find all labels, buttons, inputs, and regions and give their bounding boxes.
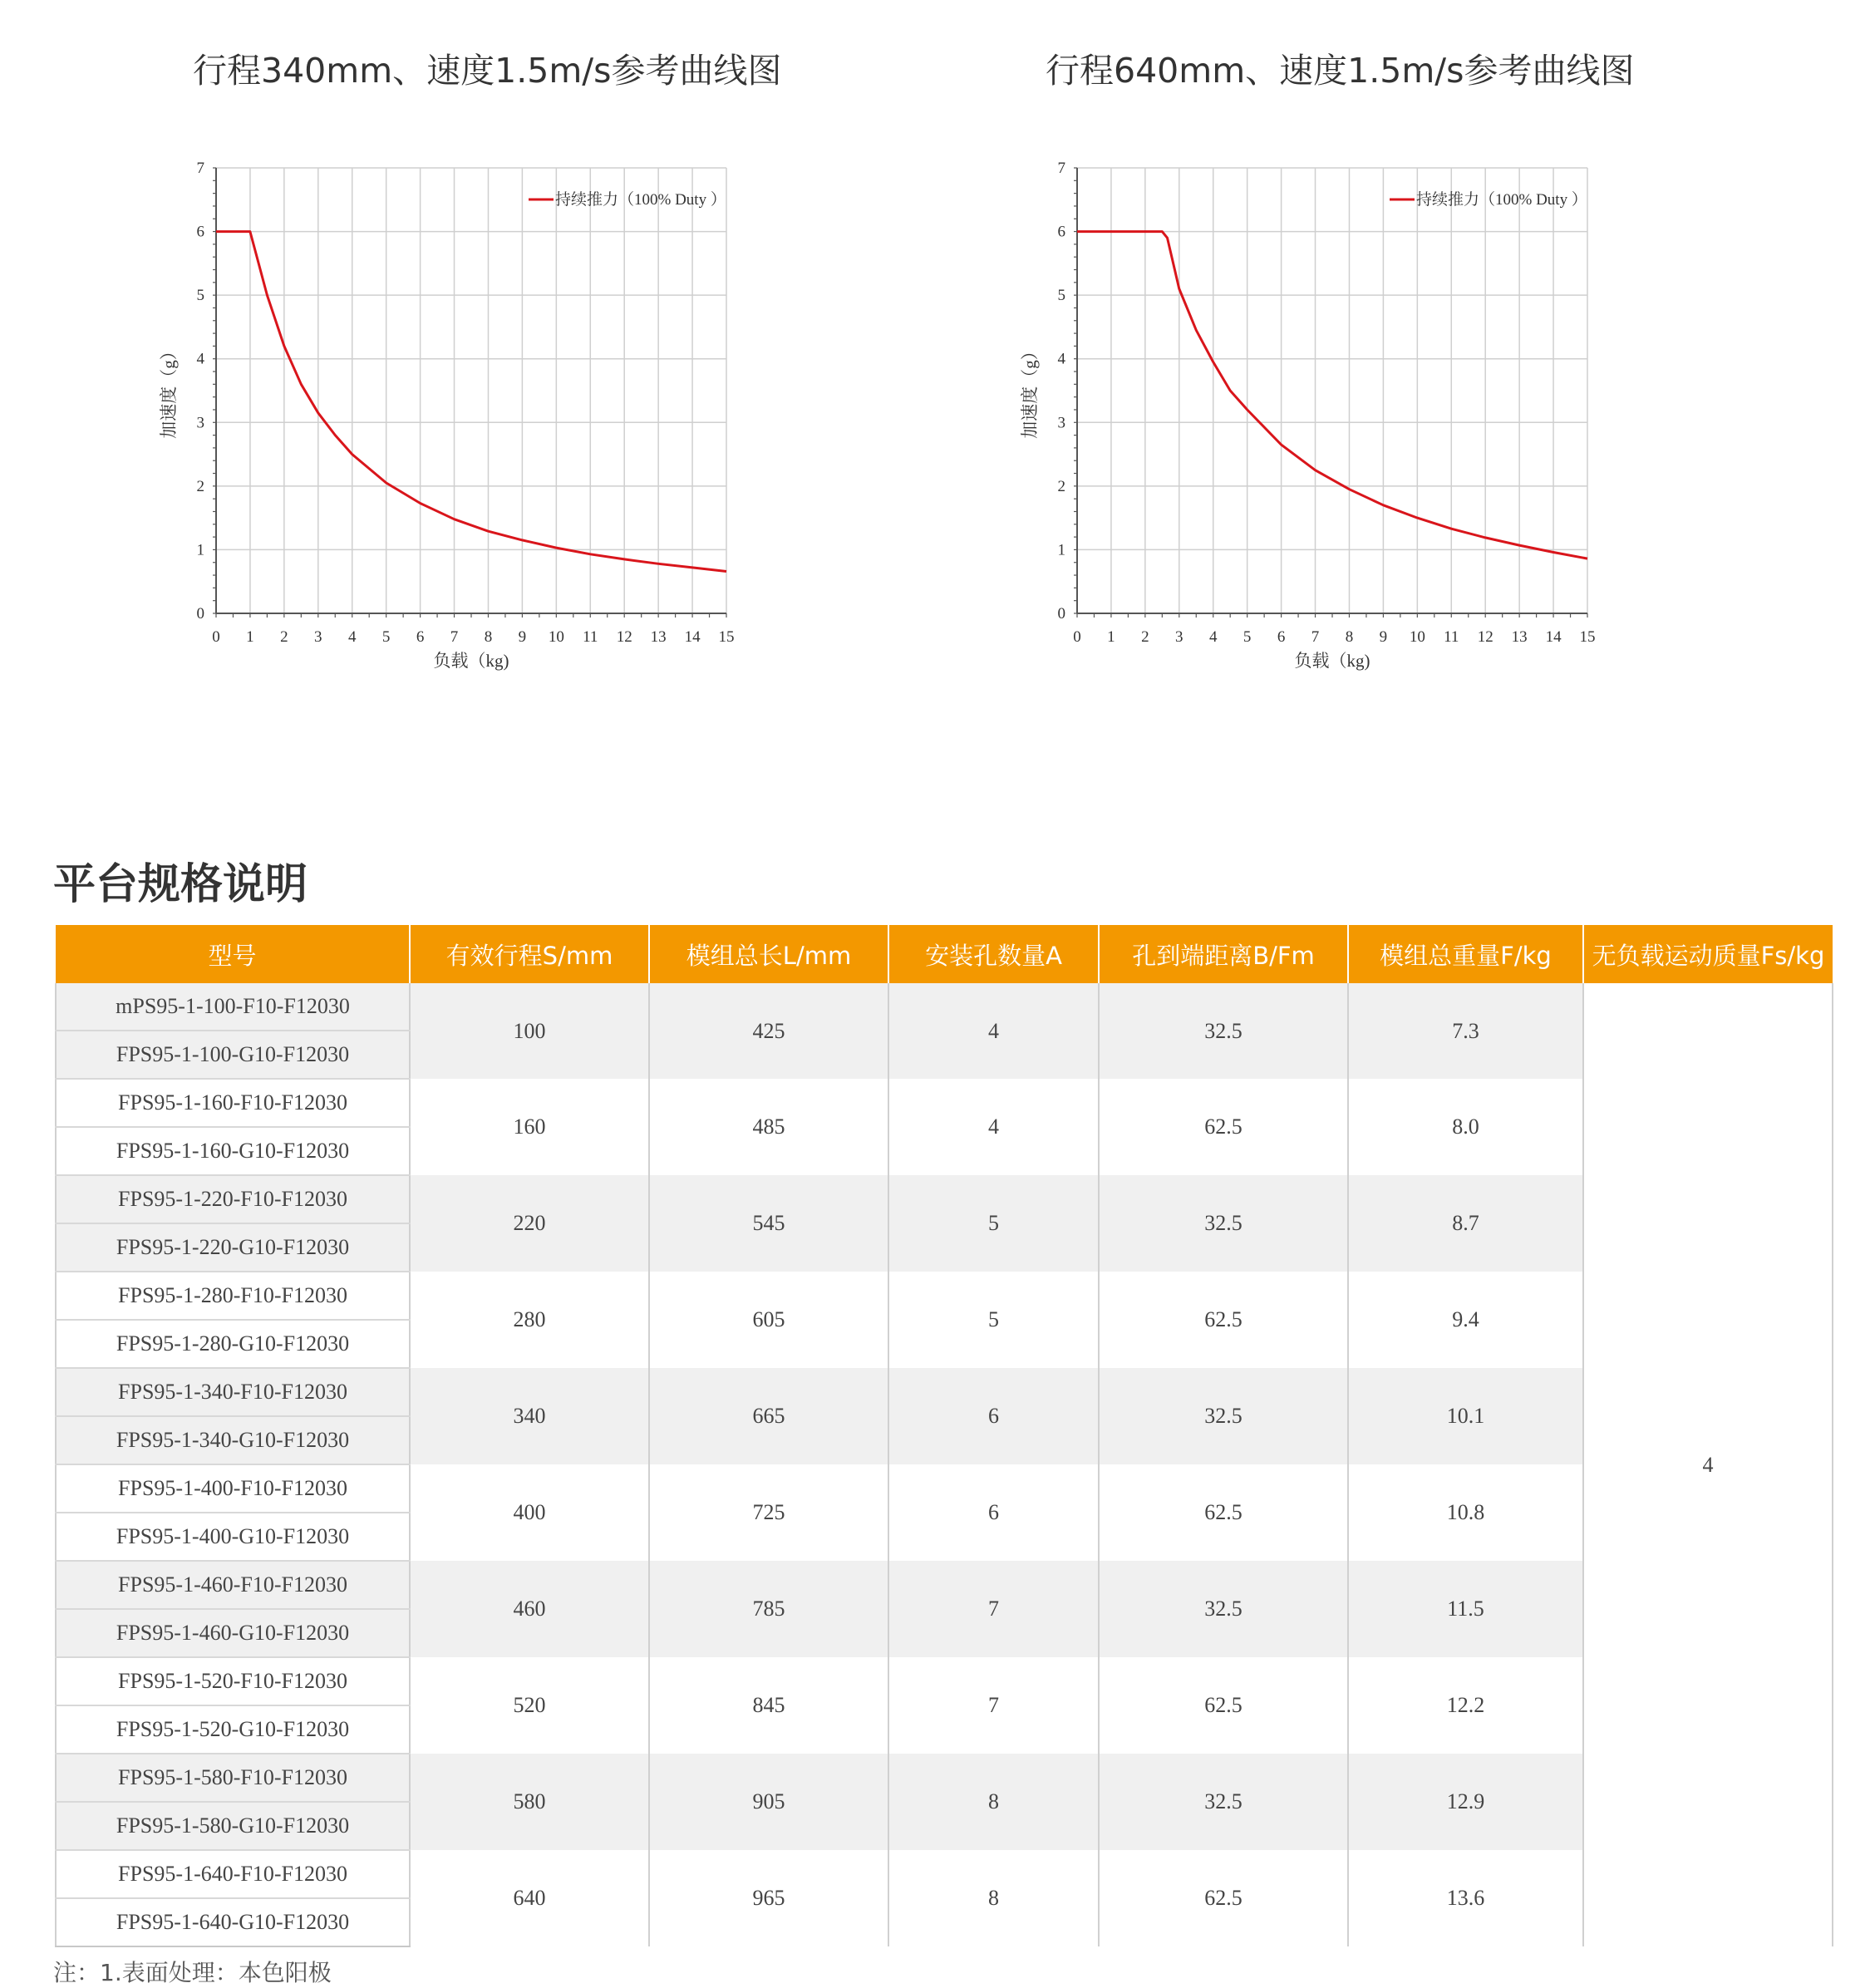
table-row xyxy=(56,1561,1833,1609)
y-tick-label: 5 xyxy=(1057,287,1065,305)
model-cell: mPS95-1-100-F10-F12030 xyxy=(56,983,410,1031)
distance-cell: 32.5 xyxy=(1099,1561,1348,1657)
model-cell: FPS95-1-340-F10-F12030 xyxy=(56,1368,410,1416)
x-tick-label: 10 xyxy=(548,628,564,646)
stroke-cell: 580 xyxy=(410,1754,649,1850)
length-cell: 425 xyxy=(649,983,888,1079)
x-tick-label: 5 xyxy=(1243,628,1252,646)
model-cell: FPS95-1-100-G10-F12030 xyxy=(56,1031,410,1079)
table-row xyxy=(56,1464,1833,1513)
table-header-row xyxy=(56,925,1833,983)
x-tick-label: 7 xyxy=(1311,628,1320,646)
distance-cell: 32.5 xyxy=(1099,1175,1348,1272)
model-cell: FPS95-1-640-F10-F12030 xyxy=(56,1850,410,1898)
x-tick-label: 0 xyxy=(212,628,220,646)
model-cell: FPS95-1-340-G10-F12030 xyxy=(56,1416,410,1464)
header-length: 模组总长L/mm xyxy=(649,925,888,983)
stroke-cell: 520 xyxy=(410,1657,649,1754)
model-cell: FPS95-1-220-G10-F12030 xyxy=(56,1223,410,1272)
header-fs: 无负载运动质量Fs/kg xyxy=(1583,925,1833,983)
y-tick-label: 1 xyxy=(1057,541,1065,559)
holes-cell: 7 xyxy=(888,1561,1099,1657)
y-axis-label: 加速度（g） xyxy=(159,342,179,439)
holes-cell: 5 xyxy=(888,1272,1099,1368)
length-cell: 545 xyxy=(649,1175,888,1272)
weight-cell: 8.0 xyxy=(1348,1079,1583,1175)
y-tick-label: 4 xyxy=(1057,350,1065,368)
distance-cell: 62.5 xyxy=(1099,1464,1348,1561)
y-tick-label: 0 xyxy=(1057,605,1065,622)
stroke-cell: 280 xyxy=(410,1272,649,1368)
table-body xyxy=(56,983,1833,1946)
stroke-cell: 640 xyxy=(410,1850,649,1946)
x-tick-label: 2 xyxy=(280,628,288,646)
length-cell: 665 xyxy=(649,1368,888,1464)
x-tick-label: 11 xyxy=(1444,628,1459,646)
distance-cell: 32.5 xyxy=(1099,1754,1348,1850)
x-tick-label: 7 xyxy=(450,628,459,646)
holes-cell: 6 xyxy=(888,1368,1099,1464)
x-tick-label: 12 xyxy=(1477,628,1493,646)
x-tick-label: 14 xyxy=(684,628,701,646)
stroke-cell: 340 xyxy=(410,1368,649,1464)
x-axis-label: 负载（kg) xyxy=(433,651,509,671)
stroke-cell: 160 xyxy=(410,1079,649,1175)
x-tick-label: 13 xyxy=(650,628,667,646)
series-line xyxy=(1077,232,1587,559)
header-weight: 模组总重量F/kg xyxy=(1348,925,1583,983)
table-row xyxy=(56,1272,1833,1320)
model-cell: FPS95-1-220-F10-F12030 xyxy=(56,1175,410,1223)
length-cell: 965 xyxy=(649,1850,888,1946)
length-cell: 605 xyxy=(649,1272,888,1368)
y-tick-label: 6 xyxy=(1057,223,1065,241)
weight-cell: 10.8 xyxy=(1348,1464,1583,1561)
x-tick-label: 9 xyxy=(518,628,527,646)
holes-cell: 4 xyxy=(888,983,1099,1079)
distance-cell: 62.5 xyxy=(1099,1272,1348,1368)
model-cell: FPS95-1-640-G10-F12030 xyxy=(56,1898,410,1946)
x-tick-label: 1 xyxy=(246,628,254,646)
model-cell: FPS95-1-280-F10-F12030 xyxy=(56,1272,410,1320)
table-row xyxy=(56,1754,1833,1802)
x-tick-label: 15 xyxy=(718,628,735,646)
holes-cell: 5 xyxy=(888,1175,1099,1272)
model-cell: FPS95-1-460-F10-F12030 xyxy=(56,1561,410,1609)
chart-2-title: 行程640mm、速度1.5m/s参考曲线图 xyxy=(1046,51,1635,91)
legend-label: 持续推力（100% Duty ） xyxy=(555,191,726,209)
x-tick-label: 4 xyxy=(1208,628,1218,646)
stroke-cell: 220 xyxy=(410,1175,649,1272)
weight-cell: 12.2 xyxy=(1348,1657,1583,1754)
table-row xyxy=(56,1850,1833,1898)
table-row xyxy=(56,1657,1833,1705)
x-tick-label: 15 xyxy=(1579,628,1596,646)
holes-cell: 8 xyxy=(888,1850,1099,1946)
x-tick-label: 6 xyxy=(416,628,425,646)
weight-cell: 8.7 xyxy=(1348,1175,1583,1272)
x-tick-label: 2 xyxy=(1141,628,1149,646)
model-cell: FPS95-1-520-F10-F12030 xyxy=(56,1657,410,1705)
model-cell: FPS95-1-580-F10-F12030 xyxy=(56,1754,410,1802)
length-cell: 485 xyxy=(649,1079,888,1175)
header-model: 型号 xyxy=(56,925,410,983)
holes-cell: 7 xyxy=(888,1657,1099,1754)
y-tick-label: 0 xyxy=(196,605,204,622)
weight-cell: 10.1 xyxy=(1348,1368,1583,1464)
y-tick-label: 7 xyxy=(1057,160,1065,177)
weight-cell: 9.4 xyxy=(1348,1272,1583,1368)
table-row xyxy=(56,1368,1833,1416)
x-tick-label: 9 xyxy=(1379,628,1388,646)
x-tick-label: 14 xyxy=(1545,628,1562,646)
x-tick-label: 0 xyxy=(1073,628,1081,646)
x-tick-label: 3 xyxy=(1175,628,1183,646)
holes-cell: 6 xyxy=(888,1464,1099,1561)
y-tick-label: 4 xyxy=(196,350,204,368)
spec-table xyxy=(55,925,1833,1947)
weight-cell: 7.3 xyxy=(1348,983,1583,1079)
x-tick-label: 10 xyxy=(1409,628,1425,646)
stroke-cell: 460 xyxy=(410,1561,649,1657)
header-stroke: 有效行程S/mm xyxy=(410,925,649,983)
x-tick-label: 11 xyxy=(583,628,598,646)
fs-cell: 4 xyxy=(1583,983,1833,1946)
y-tick-label: 2 xyxy=(1057,477,1065,495)
x-tick-label: 4 xyxy=(347,628,357,646)
section-title: 平台规格说明 xyxy=(53,860,308,909)
distance-cell: 32.5 xyxy=(1099,1368,1348,1464)
y-tick-label: 5 xyxy=(196,287,204,305)
x-tick-label: 1 xyxy=(1107,628,1115,646)
weight-cell: 11.5 xyxy=(1348,1561,1583,1657)
x-axis-label: 负载（kg) xyxy=(1294,651,1370,671)
length-cell: 785 xyxy=(649,1561,888,1657)
holes-cell: 4 xyxy=(888,1079,1099,1175)
length-cell: 845 xyxy=(649,1657,888,1754)
header-holes: 安装孔数量A xyxy=(888,925,1099,983)
y-tick-label: 3 xyxy=(196,414,204,432)
model-cell: FPS95-1-400-F10-F12030 xyxy=(56,1464,410,1513)
model-cell: FPS95-1-160-F10-F12030 xyxy=(56,1079,410,1127)
x-tick-label: 13 xyxy=(1511,628,1528,646)
y-tick-label: 3 xyxy=(1057,414,1065,432)
chart-1-title: 行程340mm、速度1.5m/s参考曲线图 xyxy=(193,51,782,91)
y-tick-label: 1 xyxy=(196,541,204,559)
chart-1 xyxy=(158,154,756,686)
model-cell: FPS95-1-160-G10-F12030 xyxy=(56,1127,410,1175)
model-cell: FPS95-1-400-G10-F12030 xyxy=(56,1513,410,1561)
series-line xyxy=(216,232,726,572)
legend-label: 持续推力（100% Duty ） xyxy=(1416,191,1587,209)
y-tick-label: 2 xyxy=(196,477,204,495)
table-row xyxy=(56,983,1833,1031)
distance-cell: 62.5 xyxy=(1099,1079,1348,1175)
model-cell: FPS95-1-520-G10-F12030 xyxy=(56,1705,410,1754)
table-row xyxy=(56,1175,1833,1223)
distance-cell: 62.5 xyxy=(1099,1657,1348,1754)
length-cell: 725 xyxy=(649,1464,888,1561)
distance-cell: 62.5 xyxy=(1099,1850,1348,1946)
note: 注：1.表面处理：本色阳极 xyxy=(53,1959,332,1986)
stroke-cell: 400 xyxy=(410,1464,649,1561)
length-cell: 905 xyxy=(649,1754,888,1850)
model-cell: FPS95-1-460-G10-F12030 xyxy=(56,1609,410,1657)
y-tick-label: 6 xyxy=(196,223,204,241)
model-cell: FPS95-1-280-G10-F12030 xyxy=(56,1320,410,1368)
y-tick-label: 7 xyxy=(196,160,204,177)
x-tick-label: 12 xyxy=(616,628,632,646)
stroke-cell: 100 xyxy=(410,983,649,1079)
weight-cell: 12.9 xyxy=(1348,1754,1583,1850)
x-tick-label: 3 xyxy=(314,628,322,646)
x-tick-label: 5 xyxy=(381,628,391,646)
table-row xyxy=(56,1079,1833,1127)
x-tick-label: 8 xyxy=(1345,628,1354,646)
holes-cell: 8 xyxy=(888,1754,1099,1850)
model-cell: FPS95-1-580-G10-F12030 xyxy=(56,1802,410,1850)
distance-cell: 32.5 xyxy=(1099,983,1348,1079)
x-tick-label: 6 xyxy=(1277,628,1286,646)
header-distance: 孔到端距离B/Fm xyxy=(1099,925,1348,983)
weight-cell: 13.6 xyxy=(1348,1850,1583,1946)
x-tick-label: 8 xyxy=(484,628,493,646)
chart-2 xyxy=(1019,154,1617,686)
y-axis-label: 加速度（g） xyxy=(1020,342,1040,439)
